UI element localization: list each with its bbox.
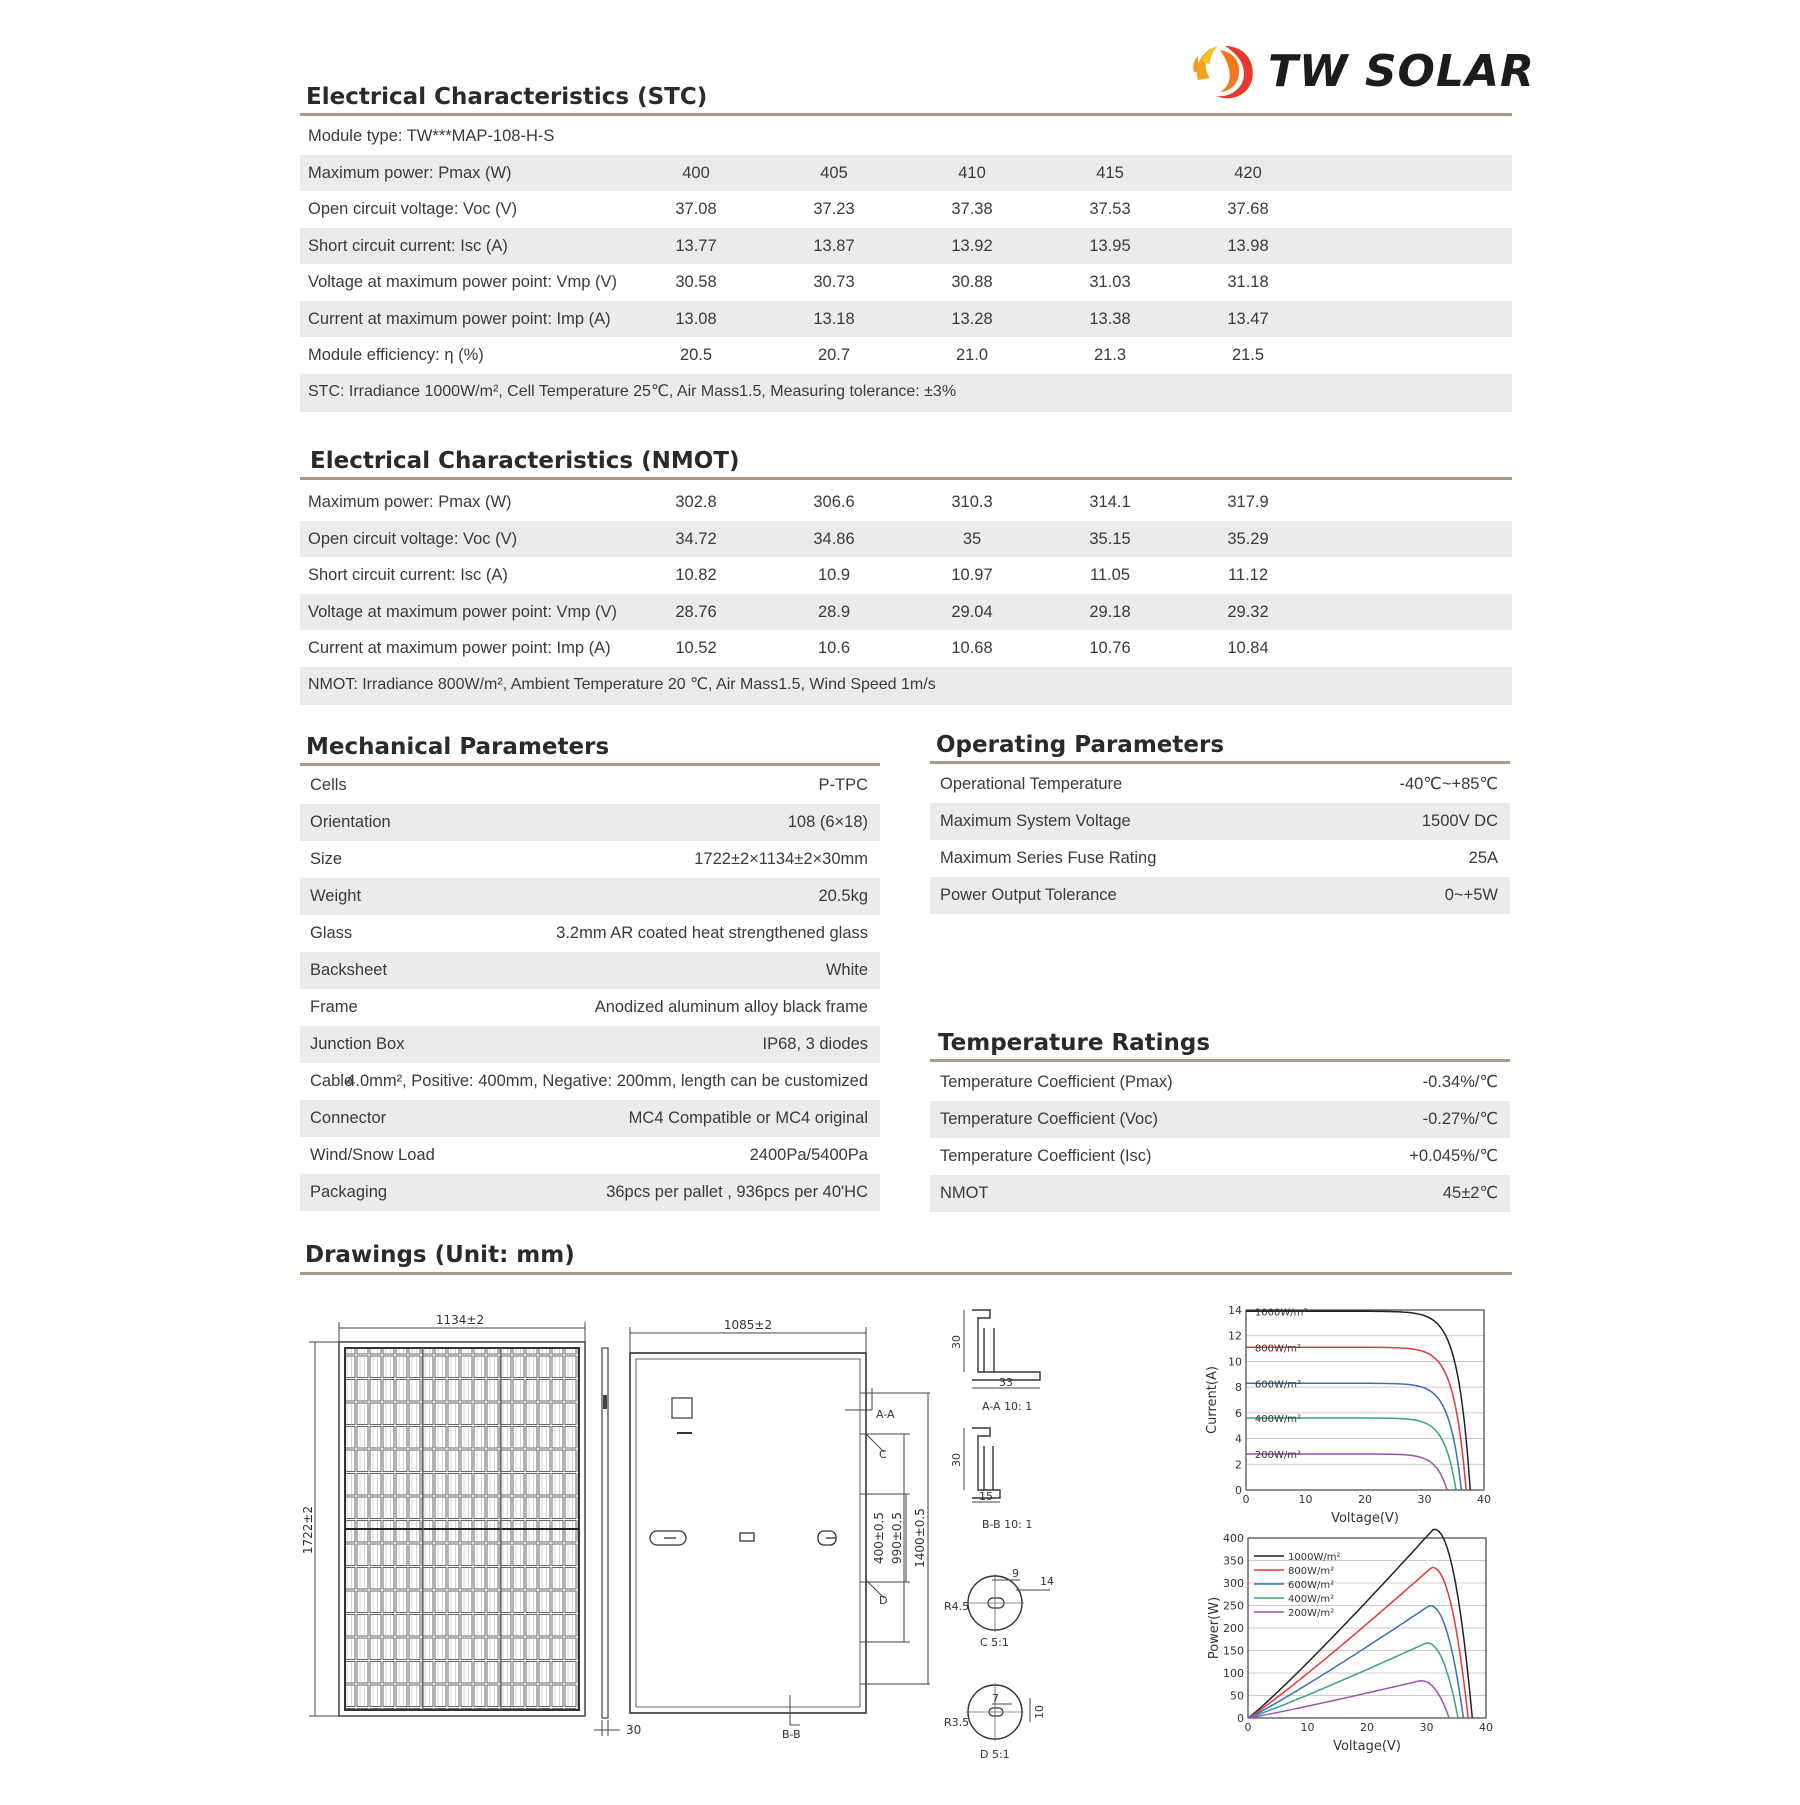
mechanical-row	[300, 878, 880, 915]
stc-row-value: 13.87	[813, 236, 855, 255]
temperature-row-label: Temperature Coefficient (Isc)	[940, 1147, 1152, 1165]
stc-table	[300, 118, 1512, 412]
x-tick-label: 40	[1477, 1493, 1491, 1506]
mechanical-row-value: 2400Pa/5400Pa	[749, 1146, 868, 1164]
nmot-row-value: 10.97	[951, 566, 993, 584]
y-tick-label: 0	[1237, 1712, 1244, 1725]
mechanical-row-value: 3.2mm AR coated heat strengthened glass	[556, 924, 868, 942]
operating-row-value: 25A	[1468, 849, 1498, 867]
operating-row	[930, 803, 1510, 840]
nmot-row-value: 35.15	[1089, 529, 1131, 548]
stc-row-value: 13.08	[675, 309, 717, 328]
temperature-row-label: Temperature Coefficient (Pmax)	[940, 1073, 1173, 1091]
mechanical-row	[300, 1137, 880, 1174]
y-tick-label: 250	[1223, 1599, 1244, 1613]
mechanical-row	[300, 1100, 880, 1137]
stc-row-label: Open circuit voltage: Voc (V)	[308, 200, 518, 218]
legend-label: 400W/m²	[1288, 1594, 1335, 1605]
stc-row-value: 21.5	[1231, 346, 1265, 364]
mechanical-row	[300, 841, 880, 878]
back-view	[630, 1318, 930, 1741]
plot-frame	[1248, 1538, 1486, 1718]
mechanical-row-value: 4.0mm², Positive: 400mm, Negative: 200mm, length can be customized	[346, 1072, 868, 1090]
mechanical-row	[300, 1174, 880, 1211]
mechanical-row-label: Weight	[310, 887, 362, 905]
front-view	[301, 1313, 585, 1716]
front-panel	[345, 1348, 579, 1710]
mechanical-row-label: Junction Box	[310, 1035, 405, 1053]
stc-row-value: 13.95	[1089, 236, 1131, 255]
stc-row-label: Voltage at maximum power point: Vmp (V)	[308, 273, 618, 291]
mechanical-row-value: 108 (6×18)	[787, 813, 868, 831]
stc-row-value: 20.5	[679, 346, 713, 364]
nmot-row-value: 29.32	[1227, 602, 1269, 621]
stc-row-value: 20.7	[817, 346, 851, 364]
aa-caption: A-A 10: 1	[982, 1400, 1033, 1413]
series-line	[1248, 1681, 1449, 1718]
detail-d	[944, 1683, 1046, 1761]
stc-row-value: 37.68	[1227, 200, 1269, 218]
x-tick-label: 10	[1300, 1721, 1315, 1734]
nmot-row-label: Maximum power: Pmax (W)	[308, 493, 512, 511]
x-tick-label: 20	[1360, 1721, 1374, 1734]
y-tick-label: 10	[1228, 1355, 1242, 1369]
aa-width: 33	[999, 1376, 1013, 1389]
c-radius: R4.5	[944, 1600, 970, 1613]
nmot-note-row	[300, 667, 1512, 705]
temperature-rule	[930, 1059, 1510, 1062]
stc-row-value: 13.77	[675, 236, 717, 255]
series-line	[1248, 1643, 1458, 1718]
stc-row-label: Module efficiency: η (%)	[308, 346, 484, 364]
stc-row-value: 30.73	[813, 273, 855, 291]
nmot-row-label: Open circuit voltage: Voc (V)	[308, 529, 518, 548]
y-tick-label: 400	[1223, 1532, 1244, 1545]
mechanical-row-label: Glass	[310, 924, 353, 942]
mechanical-row-label: Cable	[310, 1072, 354, 1090]
temperature-row	[930, 1175, 1510, 1212]
legend-label: 200W/m²	[1288, 1608, 1335, 1619]
stc-title: Electrical Characteristics (STC)	[306, 84, 708, 110]
c-caption: C 5:1	[980, 1636, 1009, 1649]
stc-row-value: 410	[958, 163, 986, 182]
back-dim-990: 990±0.5	[890, 1511, 904, 1565]
nmot-note: NMOT: Irradiance 800W/m², Ambient Temperature 20 ℃, Air Mass1.5, Wind Speed 1m/s	[308, 675, 936, 693]
mechanical-row-label: Packaging	[310, 1183, 388, 1201]
x-tick-label: 30	[1419, 1721, 1434, 1734]
stc-note-row	[300, 374, 1512, 412]
back-detail-d: D	[879, 1594, 888, 1607]
stc-module-type-row	[300, 118, 1512, 155]
stc-row-value: 13.92	[951, 236, 993, 255]
side-thickness-label: 30	[626, 1723, 642, 1737]
d-radius: R3.5	[944, 1716, 970, 1729]
mechanical-table	[300, 767, 880, 1211]
nmot-row-label: Current at maximum power point: Imp (A)	[308, 639, 611, 657]
nmot-row-value: 29.18	[1089, 602, 1131, 621]
mechanical-row-value: Anodized aluminum alloy black frame	[594, 998, 868, 1016]
stc-note: STC: Irradiance 1000W/m², Cell Temperature 25℃, Air Mass1.5, Measuring tolerance: ±3%	[308, 382, 957, 400]
nmot-row-label: Short circuit current: Isc (A)	[308, 566, 508, 584]
y-tick-label: 6	[1235, 1406, 1242, 1420]
nmot-row-value: 34.86	[813, 529, 855, 548]
stc-row-value: 37.08	[675, 200, 717, 218]
series-line	[1246, 1383, 1461, 1490]
stc-row-value: 30.88	[951, 273, 993, 291]
c-dim-a: 9	[1012, 1567, 1019, 1580]
mechanical-row	[300, 952, 880, 989]
stc-row	[300, 337, 1512, 374]
stc-row-value: 30.58	[675, 273, 717, 291]
stc-row	[300, 155, 1512, 192]
front-frame	[339, 1342, 585, 1716]
detail-c	[944, 1567, 1054, 1649]
bb-width: 15	[979, 1490, 993, 1503]
brand-name: TW SOLAR	[1268, 46, 1535, 97]
mechanical-row-label: Connector	[310, 1109, 387, 1127]
d-dim-a: 7	[992, 1692, 999, 1705]
operating-row-label: Maximum System Voltage	[940, 812, 1131, 830]
y-tick-label: 200	[1223, 1622, 1244, 1635]
nmot-row-value: 10.9	[817, 566, 851, 584]
front-width-label: 1134±2	[435, 1313, 485, 1327]
temperature-row-value: -0.34%/℃	[1422, 1073, 1498, 1091]
nmot-row	[300, 521, 1512, 558]
stc-row-value: 37.23	[813, 200, 855, 218]
nmot-row-value: 10.82	[675, 566, 717, 584]
mechanical-row-label: Frame	[310, 998, 358, 1016]
series-label: 600W/m²	[1254, 1379, 1302, 1391]
series-line	[1246, 1347, 1466, 1490]
temperature-row	[930, 1101, 1510, 1138]
temperature-row	[930, 1138, 1510, 1175]
back-dim-1400: 1400±0.5	[913, 1508, 927, 1568]
stc-row-value: 21.0	[955, 346, 989, 364]
detail-aa	[950, 1310, 1040, 1413]
series-label: 1000W/m²	[1254, 1307, 1308, 1319]
nmot-row-value: 317.9	[1227, 493, 1269, 511]
y-axis-label: Current(A)	[1205, 1366, 1220, 1434]
stc-row-value: 13.47	[1227, 309, 1269, 328]
mechanical-row-value: 1722±2×1134±2×30mm	[694, 850, 868, 868]
nmot-row-value: 302.8	[675, 493, 717, 511]
nmot-row	[300, 630, 1512, 667]
nmot-row	[300, 484, 1512, 521]
brand-logo	[1190, 40, 1535, 104]
stc-row	[300, 264, 1512, 301]
temperature-row-value: +0.045%/℃	[1409, 1147, 1498, 1165]
operating-row	[930, 840, 1510, 877]
mechanical-row-label: Size	[310, 850, 343, 868]
stc-row-value: 37.38	[951, 200, 993, 218]
sun-logo-icon	[1190, 40, 1260, 104]
x-tick-label: 0	[1242, 1493, 1250, 1506]
mechanical-row-value: 20.5kg	[818, 887, 868, 905]
y-tick-label: 150	[1223, 1644, 1244, 1658]
back-section-bb: B-B	[782, 1728, 801, 1741]
nmot-row-value: 10.84	[1227, 639, 1269, 657]
series-label: 200W/m²	[1254, 1450, 1302, 1461]
y-axis-label: Power(W)	[1207, 1596, 1222, 1660]
stc-row-label: Maximum power: Pmax (W)	[308, 163, 512, 182]
temperature-title: Temperature Ratings	[938, 1030, 1211, 1056]
aa-height: 30	[950, 1335, 963, 1349]
drawings-rule	[300, 1272, 1512, 1275]
detail-bb	[950, 1428, 1032, 1531]
mechanical-row-value: IP68, 3 diodes	[762, 1035, 868, 1053]
back-dim-400: 400±0.5	[872, 1511, 886, 1565]
stc-row-value: 415	[1096, 163, 1124, 182]
mechanical-row	[300, 767, 880, 804]
x-tick-label: 10	[1298, 1493, 1313, 1506]
x-axis-label: Voltage(V)	[1331, 1511, 1399, 1526]
drawings-title: Drawings (Unit: mm)	[305, 1242, 575, 1268]
c-dim-b: 14	[1040, 1575, 1054, 1588]
stc-row-value: 13.38	[1089, 309, 1131, 328]
series-line	[1246, 1418, 1456, 1490]
mechanical-row-value: 36pcs per pallet , 936pcs per 40'HC	[606, 1183, 868, 1201]
temperature-table	[930, 1064, 1510, 1212]
nmot-row	[300, 594, 1512, 631]
d-caption: D 5:1	[980, 1748, 1010, 1761]
series-line	[1248, 1529, 1472, 1718]
legend-label: 600W/m²	[1288, 1580, 1335, 1591]
bb-caption: B-B 10: 1	[982, 1518, 1033, 1531]
stc-row-value: 31.03	[1089, 273, 1131, 291]
nmot-row-value: 10.68	[951, 639, 993, 657]
mechanical-row-value: MC4 Compatible or MC4 original	[628, 1109, 868, 1127]
nmot-title: Electrical Characteristics (NMOT)	[310, 448, 740, 474]
side-view	[594, 1348, 641, 1737]
nmot-row-value: 11.05	[1089, 566, 1131, 584]
front-height-label: 1722±2	[301, 1505, 315, 1555]
stc-rule	[300, 113, 1512, 116]
plot-frame	[1246, 1310, 1484, 1490]
nmot-row-value: 10.52	[675, 639, 717, 657]
stc-module-type: Module type: TW***MAP-108-H-S	[308, 127, 555, 145]
temperature-row-value: -0.27%/℃	[1422, 1110, 1498, 1128]
legend-label: 800W/m²	[1288, 1566, 1335, 1577]
back-width-label: 1085±2	[723, 1318, 773, 1332]
mechanical-row-label: Backsheet	[310, 961, 388, 979]
y-tick-label: 100	[1223, 1667, 1244, 1680]
operating-rule	[930, 761, 1510, 764]
mechanical-row-value: White	[825, 961, 868, 979]
nmot-row-label: Voltage at maximum power point: Vmp (V)	[308, 602, 618, 621]
mechanical-row-label: Cells	[310, 776, 347, 794]
x-tick-label: 30	[1417, 1493, 1432, 1506]
series-line	[1246, 1311, 1470, 1490]
y-tick-label: 300	[1223, 1577, 1244, 1590]
nmot-row-value: 310.3	[951, 493, 993, 511]
temperature-row-label: Temperature Coefficient (Voc)	[940, 1110, 1158, 1128]
stc-row-label: Current at maximum power point: Imp (A)	[308, 309, 611, 328]
mechanical-title: Mechanical Parameters	[306, 734, 610, 760]
y-tick-label: 12	[1228, 1329, 1242, 1343]
d-dim-b: 10	[1033, 1705, 1046, 1719]
operating-row	[930, 766, 1510, 803]
stc-row-value: 21.3	[1093, 346, 1127, 364]
temperature-row-label: NMOT	[940, 1184, 989, 1202]
bb-height: 30	[950, 1453, 963, 1467]
y-tick-label: 0	[1235, 1484, 1242, 1497]
mechanical-row-label: Orientation	[310, 813, 391, 831]
y-tick-label: 8	[1235, 1381, 1242, 1395]
operating-row-label: Operational Temperature	[940, 775, 1123, 793]
mechanical-row	[300, 915, 880, 952]
y-tick-label: 2	[1235, 1458, 1242, 1472]
temperature-row-value: 45±2℃	[1442, 1184, 1498, 1202]
operating-row-value: 0~+5W	[1444, 886, 1498, 904]
y-tick-label: 4	[1235, 1432, 1242, 1446]
nmot-rule	[300, 477, 1512, 480]
y-tick-label: 14	[1228, 1304, 1242, 1317]
nmot-row-value: 28.76	[675, 602, 717, 621]
stc-row-value: 13.98	[1227, 236, 1269, 255]
operating-row-value: -40℃~+85℃	[1399, 775, 1498, 793]
nmot-row	[300, 557, 1512, 594]
mechanical-row-value: P-TPC	[818, 776, 868, 794]
stc-row	[300, 228, 1512, 265]
series-line	[1246, 1454, 1447, 1490]
series-label: 400W/m²	[1254, 1414, 1302, 1425]
mechanical-row	[300, 804, 880, 841]
nmot-row-value: 314.1	[1089, 493, 1131, 511]
back-section-aa: A-A	[876, 1408, 895, 1421]
nmot-row-value: 306.6	[813, 493, 855, 511]
mechanical-rule	[300, 763, 880, 766]
mechanical-row	[300, 1026, 880, 1063]
stc-row-label: Short circuit current: Isc (A)	[308, 236, 508, 255]
nmot-row-value: 10.6	[817, 639, 851, 657]
x-tick-label: 0	[1244, 1721, 1252, 1734]
nmot-row-value: 35.29	[1227, 529, 1269, 548]
stc-row-value: 400	[682, 163, 710, 182]
mechanical-row	[300, 1063, 880, 1100]
nmot-row-value: 29.04	[951, 602, 993, 621]
series-line	[1248, 1606, 1463, 1718]
operating-row	[930, 877, 1510, 914]
stc-row-value: 13.28	[951, 309, 993, 328]
stc-row-value: 420	[1234, 163, 1262, 182]
operating-row-value: 1500V DC	[1421, 812, 1498, 830]
stc-row-value: 37.53	[1089, 200, 1131, 218]
series-line	[1248, 1567, 1468, 1718]
y-tick-label: 350	[1223, 1554, 1244, 1568]
series-label: 800W/m²	[1254, 1343, 1302, 1355]
nmot-table	[300, 484, 1512, 705]
x-tick-label: 40	[1479, 1721, 1493, 1734]
stc-row-value: 13.18	[813, 309, 855, 328]
mechanical-row	[300, 989, 880, 1026]
operating-row-label: Power Output Tolerance	[940, 886, 1117, 904]
nmot-row-value: 10.76	[1089, 639, 1131, 657]
nmot-row-value: 35	[962, 529, 982, 548]
operating-row-label: Maximum Series Fuse Rating	[940, 849, 1157, 867]
y-tick-label: 50	[1230, 1689, 1244, 1703]
nmot-row-value: 34.72	[675, 529, 717, 548]
nmot-row-value: 28.9	[817, 602, 851, 621]
stc-row	[300, 191, 1512, 228]
operating-table	[930, 766, 1510, 914]
stc-row-value: 405	[820, 163, 848, 182]
stc-row-value: 31.18	[1227, 273, 1269, 291]
pv-curve-chart	[1207, 1529, 1493, 1754]
mechanical-row-label: Wind/Snow Load	[310, 1146, 435, 1164]
stc-row	[300, 301, 1512, 338]
temperature-row	[930, 1064, 1510, 1101]
operating-title: Operating Parameters	[936, 732, 1225, 758]
x-axis-label: Voltage(V)	[1333, 1739, 1401, 1754]
back-detail-c: C	[879, 1448, 887, 1461]
nmot-row-value: 11.12	[1227, 566, 1269, 584]
legend-label: 1000W/m²	[1288, 1552, 1341, 1563]
x-tick-label: 20	[1358, 1493, 1372, 1506]
iv-curve-chart	[1205, 1304, 1491, 1526]
